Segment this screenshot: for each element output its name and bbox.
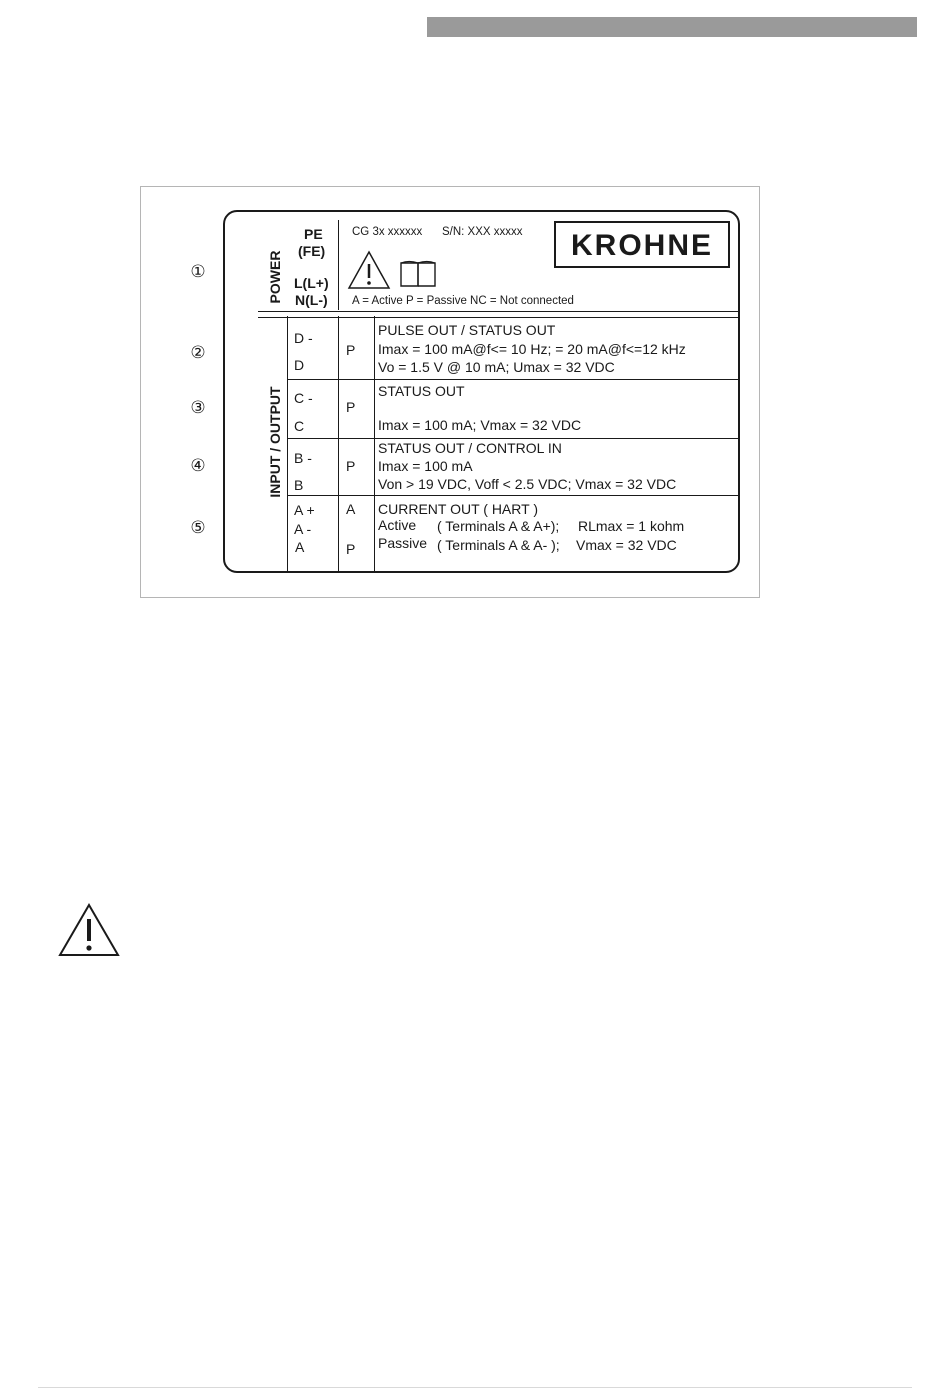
model-code: CG 3x xxxxxx (352, 226, 423, 238)
header-bar (427, 17, 917, 37)
footer-rule (38, 1387, 912, 1388)
row-a-terminal-3: A (295, 539, 305, 555)
power-label: POWER (267, 250, 283, 304)
warning-triangle-icon (347, 250, 391, 290)
row-a-mode-passive: P (346, 541, 356, 557)
row-a-active-label: Active (378, 517, 417, 533)
serial-number: S/N: XXX xxxxx (442, 226, 523, 238)
row-c-mode: P (346, 399, 356, 415)
callout-1: ① (190, 262, 206, 281)
row-c-title: STATUS OUT (378, 383, 465, 399)
row-c-terminal-2: C (294, 418, 305, 434)
divider-mode (338, 316, 339, 572)
divider-power (338, 220, 339, 310)
divider-row-3 (287, 495, 740, 496)
row-a-terminal-1: A + (294, 502, 315, 518)
row-b-title: STATUS OUT / CONTROL IN (378, 440, 562, 456)
brand-logo-text: KROHNE (570, 229, 713, 262)
row-d-line-2: Vo = 1.5 V @ 10 mA; Umax = 32 VDC (378, 359, 615, 375)
callout-4: ④ (190, 456, 206, 475)
row-b-terminal-2: B (294, 477, 304, 493)
terminal-fe: (FE) (298, 243, 326, 259)
row-a-passive-spec: Vmax = 32 VDC (576, 537, 677, 553)
divider-terminal (287, 316, 288, 572)
row-d-terminal-1: D - (294, 330, 313, 346)
row-d-line-1: Imax = 100 mA@f<= 10 Hz; = 20 mA@f<=12 kHz (378, 341, 686, 357)
terminal-l: L(L+) (294, 275, 329, 291)
callout-5: ⑤ (190, 518, 206, 537)
io-label: INPUT / OUTPUT (267, 386, 283, 498)
row-a-terminal-2: A - (294, 521, 312, 537)
row-a-passive-label: Passive (378, 535, 428, 551)
terminal-pe: PE (304, 226, 323, 242)
row-d-terminal-2: D (294, 357, 305, 373)
row-a-active-terminals: ( Terminals A & A+); (437, 518, 560, 534)
divider-row-1 (287, 379, 740, 380)
row-a-mode-active: A (346, 501, 356, 517)
callout-2: ② (190, 343, 206, 362)
divider-power-io-top (258, 311, 740, 312)
callout-3: ③ (190, 398, 206, 417)
row-d-mode: P (346, 342, 356, 358)
brand-logo (554, 221, 730, 268)
row-b-line-2: Von > 19 VDC, Voff < 2.5 VDC; Vmax = 32 VDC (378, 476, 677, 492)
row-a-passive-terminals: ( Terminals A & A- ); (437, 537, 560, 553)
caution-icon (58, 903, 120, 957)
row-b-terminal-1: B - (294, 450, 312, 466)
row-c-terminal-1: C - (294, 390, 313, 406)
row-c-line-2: Imax = 100 mA; Vmax = 32 VDC (378, 417, 582, 433)
row-d-title: PULSE OUT / STATUS OUT (378, 322, 556, 338)
row-a-title: CURRENT OUT ( HART ) (378, 501, 538, 517)
row-b-line-1: Imax = 100 mA (378, 458, 473, 474)
divider-power-io-bottom (258, 317, 740, 318)
divider-spec (374, 316, 375, 572)
row-b-mode: P (346, 458, 356, 474)
divider-row-2 (287, 438, 740, 439)
mode-legend: A = Active P = Passive NC = Not connected (352, 295, 574, 307)
row-a-active-spec: RLmax = 1 kohm (578, 518, 685, 534)
manual-book-icon (398, 259, 438, 289)
terminal-n: N(L-) (295, 292, 328, 308)
